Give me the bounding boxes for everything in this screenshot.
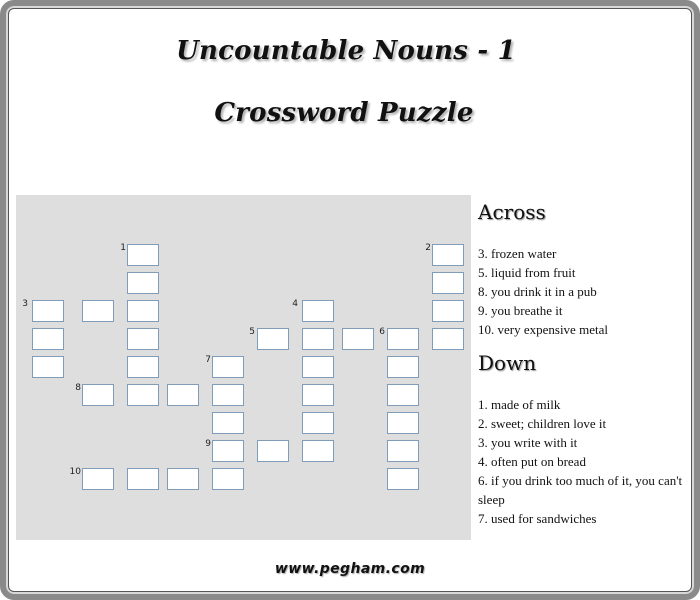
crossword-cell[interactable] <box>387 468 419 490</box>
clue-number-1: 1 <box>120 243 126 253</box>
crossword-cell[interactable] <box>387 384 419 406</box>
crossword-cell[interactable] <box>257 440 289 462</box>
clue-number-8: 8 <box>75 383 81 393</box>
crossword-cell[interactable] <box>432 272 464 294</box>
down-clue: 1. made of milk <box>478 397 561 412</box>
crossword-cell[interactable] <box>432 300 464 322</box>
crossword-cell[interactable] <box>127 384 159 406</box>
down-clue: 6. if you drink too much of it, you can't sleep <box>478 473 683 507</box>
across-clue: 10. very expensive metal <box>478 322 608 337</box>
clue-number-6: 6 <box>379 327 385 337</box>
crossword-cell[interactable] <box>127 328 159 350</box>
crossword-cell[interactable] <box>127 300 159 322</box>
crossword-cell[interactable] <box>302 440 334 462</box>
crossword-cell[interactable] <box>167 468 199 490</box>
crossword-cell[interactable] <box>342 328 374 350</box>
crossword-cell[interactable] <box>302 328 334 350</box>
crossword-cell[interactable] <box>82 300 114 322</box>
crossword-cell[interactable] <box>302 300 334 322</box>
across-clue: 9. you breathe it <box>478 303 563 318</box>
clues-panel <box>478 200 688 528</box>
crossword-cell[interactable] <box>302 356 334 378</box>
crossword-cell[interactable] <box>212 440 244 462</box>
crossword-cell[interactable] <box>167 384 199 406</box>
clue-number-7: 7 <box>205 355 211 365</box>
down-clue: 7. used for sandwiches <box>478 511 597 526</box>
crossword-cell[interactable] <box>302 384 334 406</box>
crossword-cell[interactable] <box>212 412 244 434</box>
across-clue: 3. frozen water <box>478 246 557 261</box>
crossword-cell[interactable] <box>257 328 289 350</box>
crossword-cell[interactable] <box>387 356 419 378</box>
crossword-cell[interactable] <box>387 412 419 434</box>
crossword-cell[interactable] <box>212 384 244 406</box>
crossword-cell[interactable] <box>127 272 159 294</box>
crossword-cell[interactable] <box>127 356 159 378</box>
crossword-grid <box>16 195 471 540</box>
crossword-cell[interactable] <box>432 244 464 266</box>
crossword-cell[interactable] <box>212 468 244 490</box>
clue-number-9: 9 <box>205 439 211 449</box>
crossword-cell[interactable] <box>432 328 464 350</box>
down-clue: 4. often put on bread <box>478 454 586 469</box>
crossword-cell[interactable] <box>32 328 64 350</box>
crossword-cell[interactable] <box>82 384 114 406</box>
clue-number-2: 2 <box>425 243 431 253</box>
footer-site-link[interactable]: www.pegham.com <box>274 561 426 577</box>
clue-number-10: 10 <box>69 467 81 477</box>
crossword-cell[interactable] <box>387 328 419 350</box>
down-clue-list <box>478 395 688 528</box>
crossword-cell[interactable] <box>82 468 114 490</box>
crossword-cell[interactable] <box>387 440 419 462</box>
clue-number-5: 5 <box>249 327 255 337</box>
across-clue: 5. liquid from fruit <box>478 265 576 280</box>
crossword-cell[interactable] <box>127 244 159 266</box>
page-title: Uncountable Nouns - 1 <box>176 36 516 66</box>
page-subtitle: Crossword Puzzle <box>214 98 474 128</box>
across-heading: Across <box>478 200 546 224</box>
down-clue: 2. sweet; children love it <box>478 416 607 431</box>
down-heading: Down <box>478 351 537 375</box>
crossword-cell[interactable] <box>212 356 244 378</box>
crossword-cell[interactable] <box>32 300 64 322</box>
crossword-cell[interactable] <box>32 356 64 378</box>
crossword-cell[interactable] <box>302 412 334 434</box>
across-clue: 8. you drink it in a pub <box>478 284 597 299</box>
across-clue-list <box>478 244 688 339</box>
crossword-cell[interactable] <box>127 468 159 490</box>
clue-number-4: 4 <box>292 299 298 309</box>
clue-number-3: 3 <box>22 299 28 309</box>
down-clue: 3. you write with it <box>478 435 578 450</box>
